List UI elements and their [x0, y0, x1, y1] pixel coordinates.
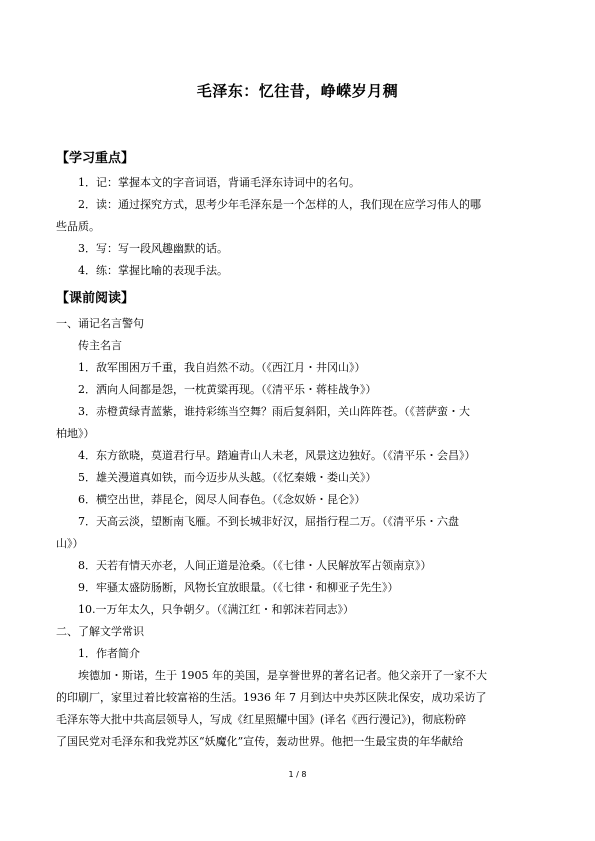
bio-line: 埃德加・斯诺，生于 1905 年的美国，是享誉世界的著名记者。他父亲开了一家不大 — [78, 669, 487, 682]
section-heading-pre-reading: 【课前阅读】 — [56, 291, 135, 306]
sub-heading: 传主名言 — [78, 339, 122, 352]
focus-item: 2．读：通过探究方式，思考少年毛泽东是一个怎样的人，我们现在应学习伟人的哪 — [78, 198, 481, 211]
part-heading: 一、诵记名言警句 — [56, 317, 144, 330]
bio-line: 了国民党对毛泽东和我党苏区“妖魔化”宣传，轰动世界。他把一生最宝贵的年华献给 — [56, 735, 464, 748]
quote-line: 5．雄关漫道真如铁，而今迈步从头越。（《忆秦娥・娄山关》） — [78, 471, 377, 484]
quote-line: 3．赤橙黄绿青蓝紫，谁持彩练当空舞？雨后复斜阳，关山阵阵苍。（《菩萨蛮・大 — [78, 405, 470, 418]
focus-item: 4．练：掌握比喻的表现手法。 — [78, 264, 228, 277]
quote-line: 山》） — [56, 537, 84, 550]
quote-line: 4．东方欲晓，莫道君行早。踏遍青山人未老，风景这边独好。（《清平乐・会昌》） — [78, 449, 476, 462]
sub-heading: 1．作者简介 — [78, 647, 140, 660]
page-number: 1 / 8 — [288, 770, 307, 779]
focus-item: 1．记：掌握本文的字音词语，背诵毛泽东诗词中的名句。 — [78, 176, 360, 189]
quote-line: 8．天若有情天亦老，人间正道是沧桑。（《七律・人民解放军占领南京》） — [78, 559, 432, 572]
part-heading: 二、了解文学常识 — [56, 625, 144, 638]
bio-line: 毛泽东等大批中共高层领导人，写成《红星照耀中国》(译名《西行漫记》)，彻底粉碎 — [56, 713, 467, 726]
quote-line: 6．横空出世，莽昆仑，阅尽人间春色。（《念奴娇・昆仑》） — [78, 493, 366, 506]
page-title: 毛泽东：忆往昔，峥嵘岁月稠 — [196, 82, 399, 100]
focus-item: 3．写：写一段风趣幽默的话。 — [78, 242, 228, 255]
section-heading-study-focus: 【学习重点】 — [56, 151, 135, 166]
quote-line: 10.一万年太久，只争朝夕。（《满江红・和郭沫若同志》） — [78, 603, 354, 616]
quote-line: 柏地》） — [56, 427, 95, 440]
bio-line: 的印刷厂，家里过着比较富裕的生活。1936 年 7 月到达中央苏区陕北保安，成功采访了 — [56, 691, 487, 704]
quote-line: 2．洒向人间都是怨，一枕黄粱再现。（《清平乐・蒋桂战争》） — [78, 383, 377, 396]
quote-line: 9．牢骚太盛防肠断，风物长宜放眼量。（《七律・和柳亚子先生》） — [78, 581, 399, 594]
quote-line: 7．天高云淡，望断南飞雁。不到长城非好汉，屈指行程二万。（《清平乐・六盘 — [78, 515, 459, 528]
focus-item: 些品质。 — [56, 220, 100, 233]
quote-line: 1．敌军围困万千重，我自岿然不动。（《西江月・井冈山》） — [78, 361, 366, 374]
